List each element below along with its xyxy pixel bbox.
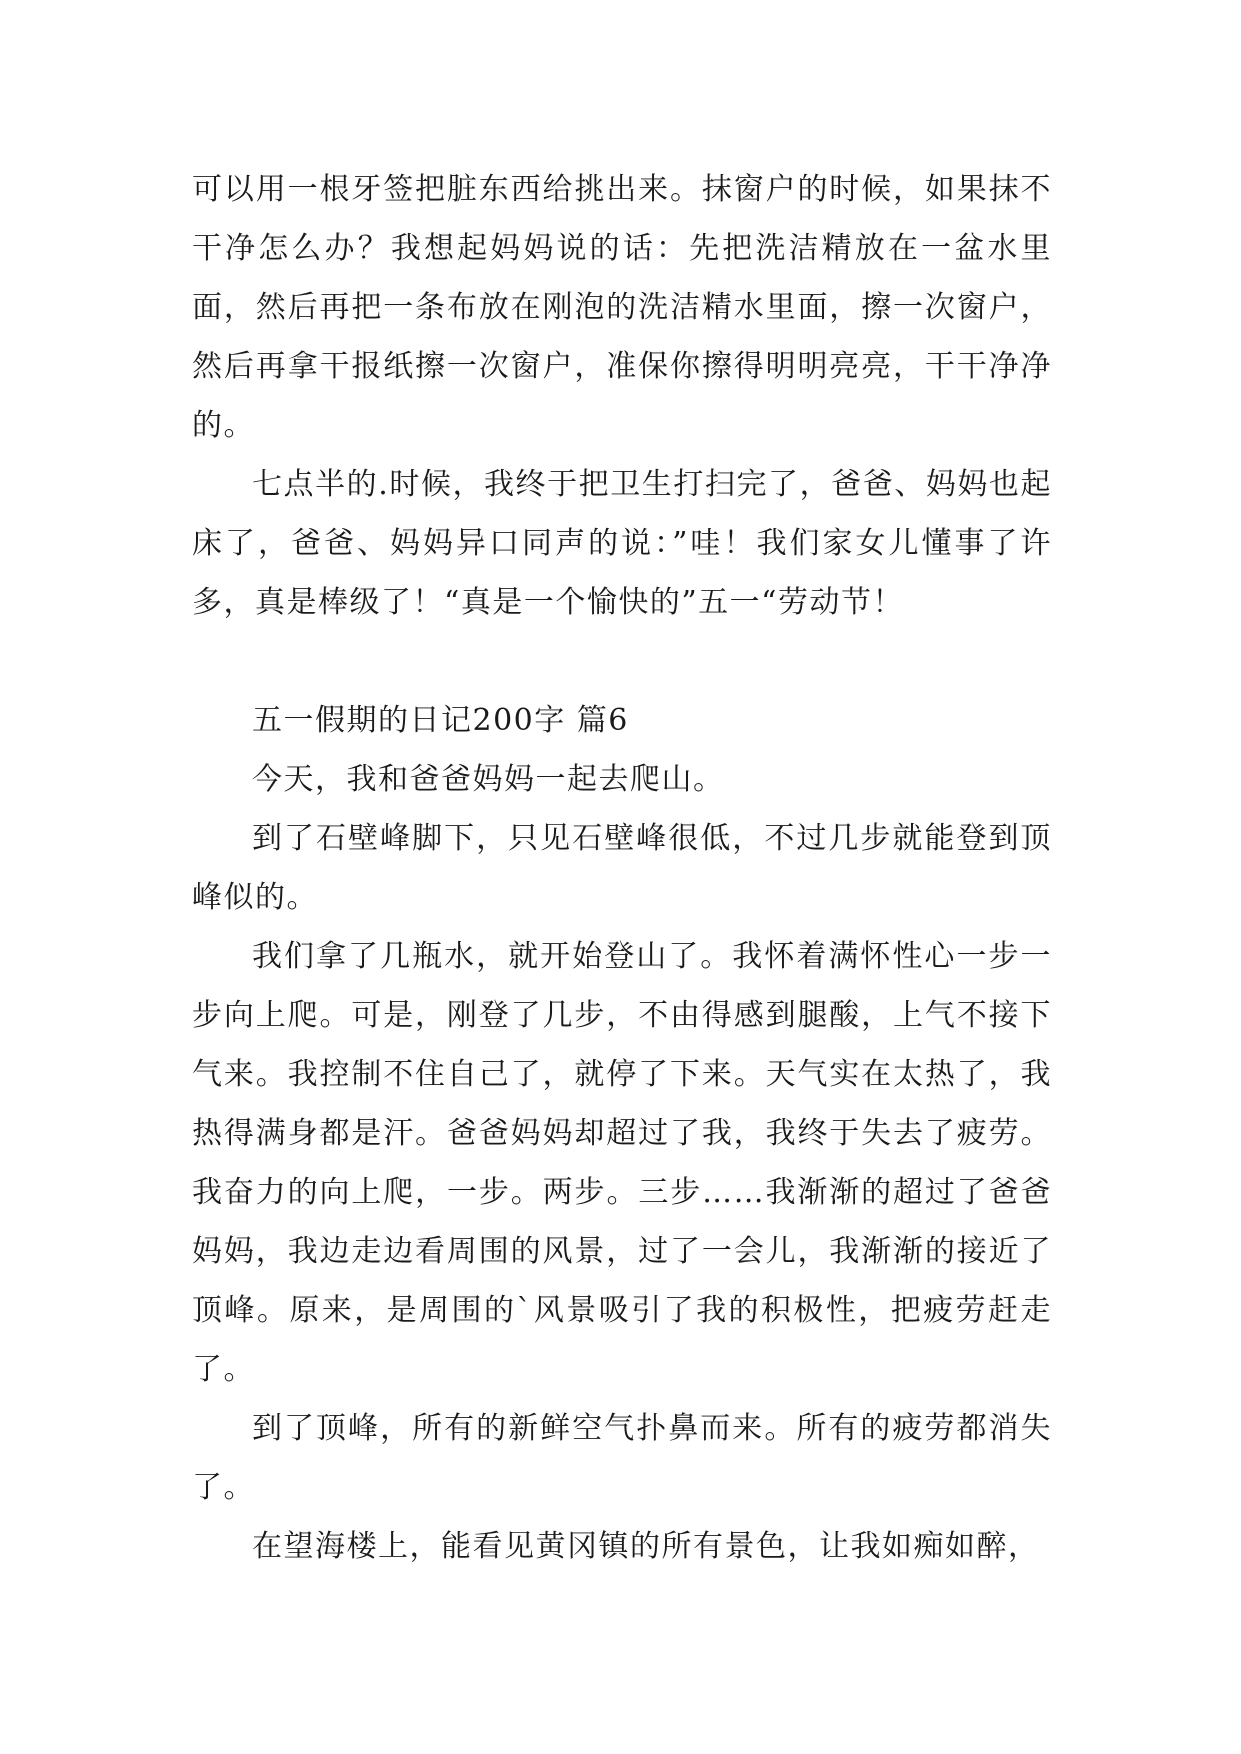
paragraph: 今天，我和爸爸妈妈一起去爬山。 — [252, 762, 725, 797]
paragraph: 我们拿了几瓶水，就开始登山了。我怀着满怀性心一步一步向上爬。可是，刚登了几步，不由得感到腿酸，上气不接下气来。我控制不住自己了，就停了下来。天气实在太热了，我热得满身都是汗。爸爸妈妈却超过了我，我终于失去了疲劳。我奋力的向上爬，一步。两步。三步……我渐渐的超过了爸爸妈妈，我边走边看周围的风景，过了一会儿，我渐渐的接近了顶峰。原来，是周围的`风景吸引了我的积极性，把疲劳赶走了。 — [192, 939, 1052, 1387]
paragraph: 七点半的.时候，我终于把卫生打扫完了，爸爸、妈妈也起床了，爸爸、妈妈异口同声的说：”哇！我们家女儿懂事了许多，真是棒级了！“真是一个愉快的”五一“劳动节！ — [192, 467, 1052, 620]
paragraph-continued: 可以用一根牙签把脏东西给挑出来。抹窗户的时候，如果抹不干净怎么办？我想起妈妈说的话：先把洗洁精放在一盆水里面，然后再把一条布放在刚泡的洗洁精水里面，擦一次窗户，然后再拿干报纸擦一次窗户，准保你擦得明明亮亮，干干净净的。 — [192, 172, 1052, 443]
paragraph: 到了石壁峰脚下，只见石壁峰很低，不过几步就能登到顶峰似的。 — [192, 821, 1052, 915]
paragraph: 在望海楼上，能看见黄冈镇的所有景色，让我如痴如醉， — [252, 1529, 1040, 1564]
section-heading: 五一假期的日记200字 篇6 — [252, 703, 629, 738]
paragraph: 到了顶峰，所有的新鲜空气扑鼻而来。所有的疲劳都消失了。 — [192, 1411, 1052, 1505]
document-body — [192, 160, 1052, 1576]
